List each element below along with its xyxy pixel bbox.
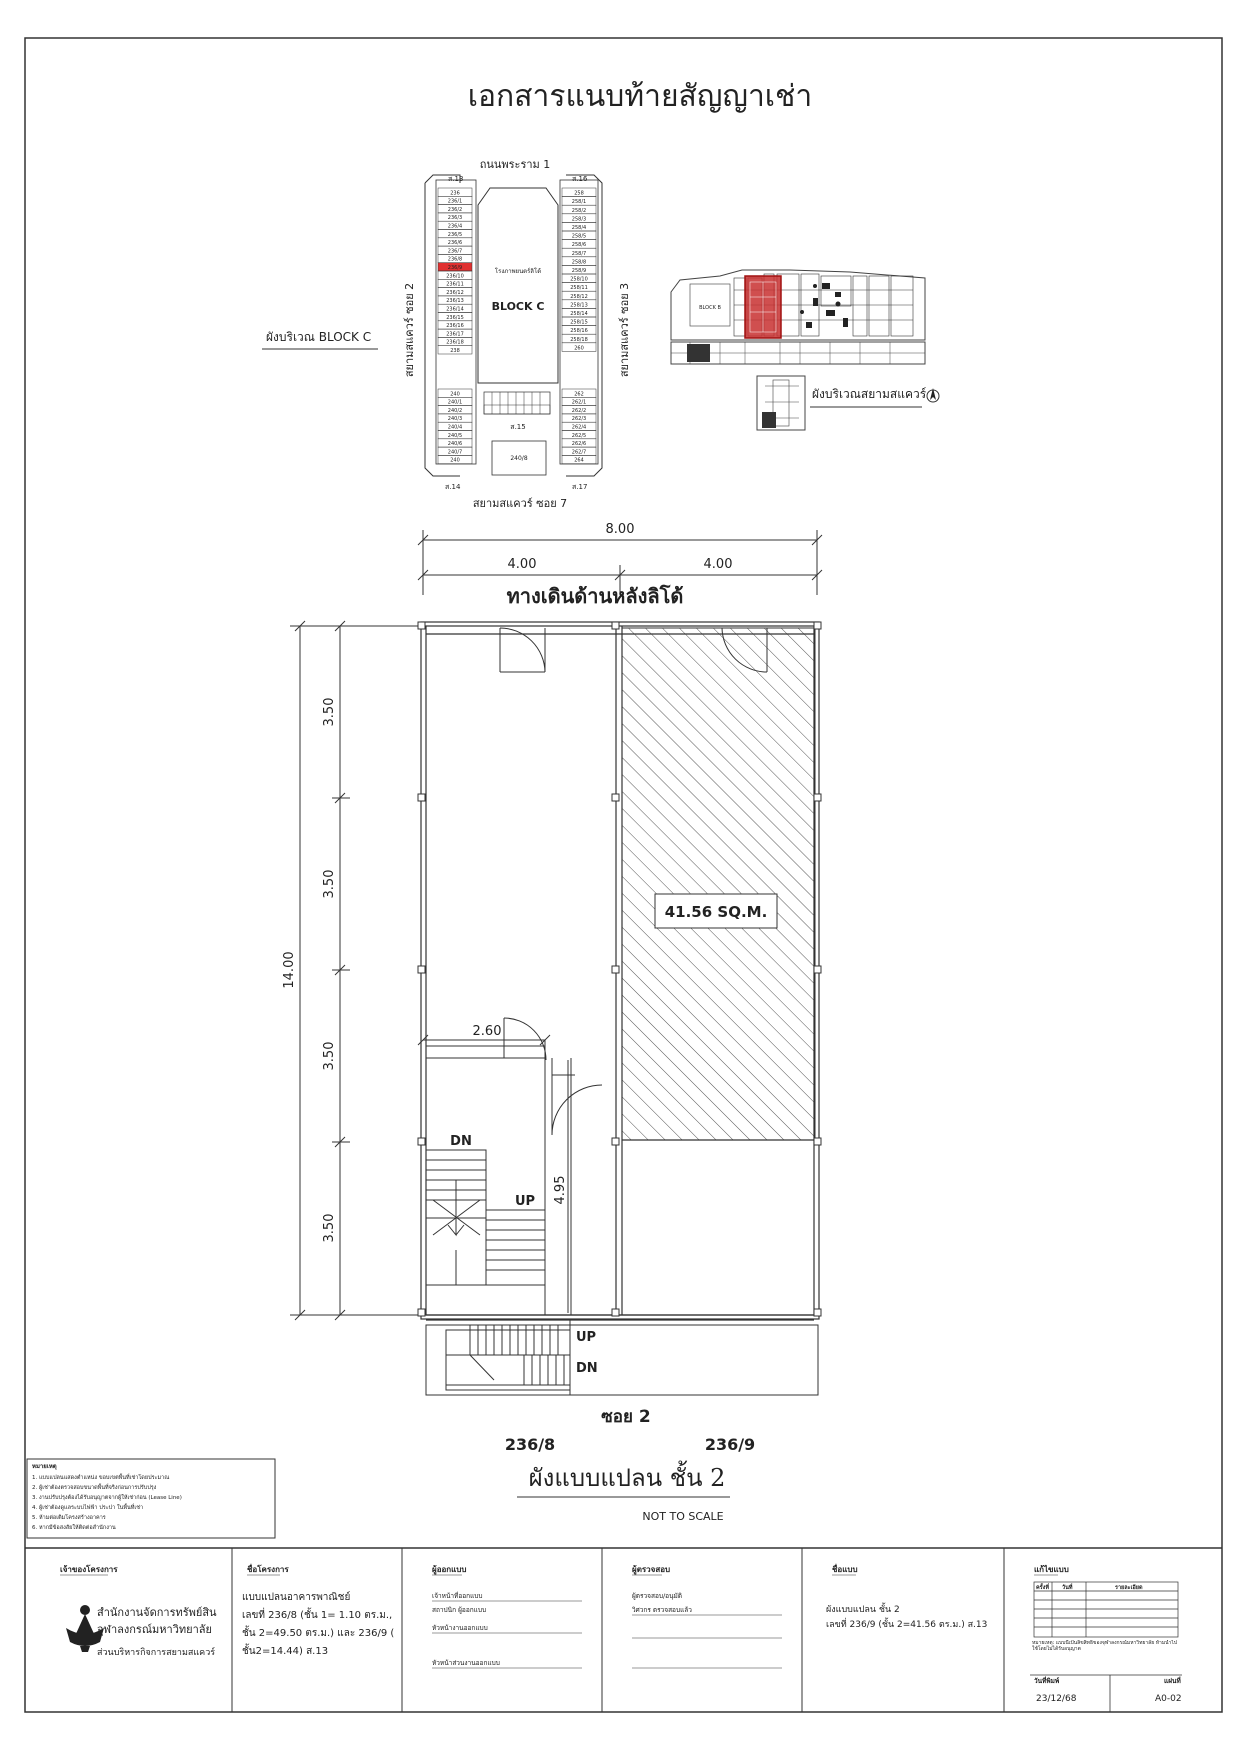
left-unit-label: 236/14 bbox=[446, 306, 464, 313]
left-unit-strip bbox=[438, 188, 472, 464]
right-unit-label: 258/6 bbox=[571, 242, 587, 249]
note-line-5: 5. ห้ามต่อเติมโครงสร้างอาคาร bbox=[32, 1515, 106, 1521]
center-building-label: โรงภาพยนตร์ลิโด้ bbox=[494, 268, 542, 275]
right-unit-label: 258/15 bbox=[570, 319, 588, 326]
area-plan-caption: ผังบริเวณสยามสแควร์ bbox=[812, 387, 927, 401]
left-unit-label: 240 bbox=[450, 391, 460, 398]
road-bottom-label: สยามสแควร์ ซอย 7 bbox=[472, 497, 568, 510]
note-line-3: 3. งานปรับปรุงต้องได้รับอนุญาตจากผู้ให้เช่าก่อน (Lease Line) bbox=[32, 1495, 182, 1501]
approver-line-2: วิศวกร ตรวจสอบแล้ว bbox=[632, 1606, 692, 1614]
floor-plan bbox=[282, 522, 822, 1523]
revision-col-1: ครั้งที่ bbox=[1036, 1585, 1049, 1591]
left-unit-label: 236/12 bbox=[446, 289, 464, 296]
left-unit-label: 236/10 bbox=[446, 273, 464, 280]
corner-tl-label: ส.13 bbox=[448, 175, 464, 183]
right-unit-label: 258 bbox=[574, 190, 584, 197]
left-unit-label: 236/9 bbox=[447, 265, 463, 271]
revision-heading: แก้ไขแบบ bbox=[1034, 1565, 1069, 1574]
owner-line-2: จุฬาลงกรณ์มหาวิทยาลัย bbox=[97, 1623, 212, 1636]
left-unit-label: 236/3 bbox=[447, 215, 463, 222]
block-b-label: BLOCK B bbox=[699, 305, 721, 311]
left-unit-label: 236/11 bbox=[446, 281, 464, 288]
right-unit-label: 260 bbox=[574, 345, 584, 352]
road-right-label: สยามสแควร์ ซอย 3 bbox=[618, 282, 631, 378]
left-unit-label: 236/13 bbox=[446, 298, 464, 305]
right-unit-label: 258/4 bbox=[571, 225, 587, 231]
dim-stair-depth: 4.95 bbox=[553, 1175, 568, 1205]
road-top-label: ถนนพระราม 1 bbox=[479, 158, 551, 171]
left-unit-label: 236/15 bbox=[446, 314, 464, 321]
left-unit-label: 240/1 bbox=[447, 399, 463, 406]
right-unit-label: 262/4 bbox=[571, 424, 587, 431]
designer-heading: ผู้ออกแบบ bbox=[432, 1565, 467, 1574]
note-line-4: 4. ผู้เช่าต้องดูแลระบบไฟฟ้า ประปา ในพื้นที่เช่า bbox=[32, 1505, 144, 1511]
left-unit-label: 236/17 bbox=[446, 331, 464, 338]
note-line-6: 6. หากมีข้อสงสัยให้ติดต่อสำนักงาน bbox=[32, 1525, 116, 1531]
dim-segment-4: 3.50 bbox=[322, 1213, 337, 1243]
right-unit-label: 262/7 bbox=[571, 449, 587, 456]
designer-line-1: เจ้าหน้าที่ออกแบบ bbox=[432, 1592, 483, 1600]
right-unit-label: 262/2 bbox=[571, 407, 587, 414]
project-line-2: เลขที่ 236/8 (ชั้น 1= 1.10 ตร.ม., bbox=[242, 1610, 393, 1621]
corner-bl-label: ส.14 bbox=[445, 483, 461, 491]
project-line-4: ชั้น2=14.44) ส.13 bbox=[242, 1646, 329, 1657]
sheet-no-value: A0-02 bbox=[1155, 1694, 1182, 1704]
right-unit-label: 262/5 bbox=[571, 432, 587, 439]
site-plan-caption: ผังบริเวณ BLOCK C bbox=[266, 330, 372, 344]
left-unit-label: 240/6 bbox=[447, 441, 463, 448]
left-unit-label: 236/7 bbox=[447, 248, 463, 255]
front-up-label: UP bbox=[576, 1330, 597, 1345]
dim-half-right: 4.00 bbox=[703, 557, 733, 572]
left-unit-label: 236/2 bbox=[447, 206, 463, 213]
corner-tr-label: ส.16 bbox=[572, 175, 588, 183]
left-unit-label: 240/2 bbox=[447, 407, 463, 414]
floor-plan-top-heading: ทางเดินด้านหลังลิโด้ bbox=[506, 584, 684, 608]
staircase-icon bbox=[426, 1150, 545, 1285]
dim-total-height: 14.00 bbox=[282, 951, 297, 989]
right-unit-label: 258/9 bbox=[571, 268, 587, 274]
area-label: 41.56 SQ.M. bbox=[664, 903, 768, 921]
right-unit-label: 258/16 bbox=[570, 328, 588, 335]
approver-line-1: ผู้ตรวจสอบ/อนุมัติ bbox=[632, 1592, 683, 1600]
right-unit-label: 258/18 bbox=[570, 336, 588, 343]
dim-segment-2: 3.50 bbox=[322, 869, 337, 899]
plan-title: ผังแบบแปลน ชั้น 2 bbox=[528, 1464, 726, 1492]
unit-left-label: 236/8 bbox=[504, 1435, 556, 1454]
road-left-label: สยามสแควร์ ซอย 2 bbox=[403, 282, 416, 378]
dim-segment-3: 3.50 bbox=[322, 1041, 337, 1071]
unit-right-label: 236/9 bbox=[704, 1435, 756, 1454]
right-unit-label: 258/14 bbox=[570, 311, 588, 317]
sheet-line-2: เลขที่ 236/9 (ชั้น 2=41.56 ตร.ม.) ส.13 bbox=[826, 1620, 988, 1630]
notes-heading: หมายเหตุ bbox=[32, 1463, 57, 1470]
right-unit-label: 262 bbox=[574, 391, 584, 398]
stair-dn-label: DN bbox=[450, 1134, 472, 1149]
project-heading: ชื่อโครงการ bbox=[247, 1565, 289, 1574]
left-unit-label: 236/18 bbox=[446, 339, 464, 346]
dim-stair-width: 2.60 bbox=[472, 1024, 502, 1039]
site-plan-block-c bbox=[262, 158, 631, 510]
right-unit-label: 262/6 bbox=[571, 441, 587, 448]
left-unit-label: 236/1 bbox=[447, 198, 463, 205]
right-unit-label: 258/13 bbox=[570, 302, 588, 309]
left-unit-label: 238 bbox=[450, 348, 460, 354]
left-unit-label: 236/4 bbox=[447, 223, 463, 230]
print-date-label: วันที่พิมพ์ bbox=[1034, 1677, 1060, 1685]
left-unit-label: 236/8 bbox=[447, 256, 463, 263]
left-unit-label: 240 bbox=[450, 457, 460, 464]
center-bottom-box-label: 240/8 bbox=[510, 455, 528, 462]
leased-area-hatch bbox=[622, 628, 815, 1140]
designer-line-3: หัวหน้างานออกแบบ bbox=[432, 1624, 488, 1632]
notes-box bbox=[27, 1459, 275, 1538]
sheet-no-label: แผ่นที่ bbox=[1164, 1677, 1181, 1685]
revision-note: หมายเหตุ: แบบนี้เป็นลิขสิทธิ์ของจุฬาลงกรณ์มหาวิทยาลัย ห้ามนำไปใช้โดยไม่ได้รับอนุญาต bbox=[1032, 1640, 1178, 1652]
dim-segment-1: 3.50 bbox=[322, 697, 337, 727]
owner-line-3: ส่วนบริหารกิจการสยามสแควร์ bbox=[97, 1648, 216, 1658]
sheet-heading: ชื่อแบบ bbox=[832, 1565, 858, 1574]
title-block bbox=[25, 1548, 1222, 1712]
sheet-line-1: ผังแบบแปลน ชั้น 2 bbox=[826, 1605, 900, 1615]
project-line-3: ชั้น 2=49.50 ตร.ม.) และ 236/9 ( bbox=[242, 1628, 395, 1639]
print-date-value: 23/12/68 bbox=[1036, 1694, 1077, 1704]
bottom-shop-row bbox=[484, 392, 550, 414]
left-unit-label: 240/7 bbox=[447, 449, 463, 456]
left-unit-label: 236/5 bbox=[447, 231, 463, 238]
stair-up-label: UP bbox=[514, 1194, 536, 1209]
designer-line-4: หัวหน้าส่วนงานออกแบบ bbox=[432, 1659, 500, 1667]
right-unit-label: 258/3 bbox=[571, 216, 587, 223]
corner-br-label: ส.17 bbox=[572, 483, 588, 491]
right-unit-label: 258/11 bbox=[570, 285, 588, 292]
project-line-1: แบบแปลนอาคารพาณิชย์ bbox=[242, 1592, 351, 1603]
right-unit-label: 258/5 bbox=[571, 233, 587, 240]
right-unit-label: 258/12 bbox=[570, 293, 588, 300]
left-unit-label: 240/5 bbox=[447, 432, 463, 439]
block-c-label: BLOCK C bbox=[491, 300, 545, 313]
north-arrow-icon bbox=[927, 388, 939, 402]
right-unit-label: 262/3 bbox=[571, 416, 587, 423]
revision-col-2: วันที่ bbox=[1062, 1585, 1073, 1591]
dim-half-left: 4.00 bbox=[507, 557, 537, 572]
dim-total-width: 8.00 bbox=[605, 522, 635, 537]
right-unit-label: 258/10 bbox=[570, 276, 588, 283]
scale-note: NOT TO SCALE bbox=[642, 1510, 724, 1523]
area-plan bbox=[671, 270, 939, 430]
right-unit-label: 258/2 bbox=[571, 207, 587, 214]
right-unit-label: 264 bbox=[574, 457, 584, 464]
note-line-1: 1. แบบแปลนแสดงตำแหน่ง ขอบเขตพื้นที่เช่าโดยประมาณ bbox=[32, 1475, 170, 1481]
bottom-mid-label: ส.15 bbox=[510, 423, 526, 431]
right-unit-label: 258/7 bbox=[571, 250, 587, 257]
revision-col-3: รายละเอียด bbox=[1115, 1585, 1143, 1591]
left-unit-label: 236/16 bbox=[446, 323, 464, 330]
owner-heading: เจ้าของโครงการ bbox=[60, 1565, 118, 1574]
right-unit-strip bbox=[562, 188, 596, 464]
left-unit-label: 236/6 bbox=[447, 240, 463, 247]
document-title: เอกสารแนบท้ายสัญญาเช่า bbox=[467, 79, 813, 114]
left-unit-label: 236 bbox=[450, 190, 460, 197]
note-line-2: 2. ผู้เช่าต้องตรวจสอบขนาดพื้นที่จริงก่อนการปรับปรุง bbox=[32, 1485, 157, 1491]
left-unit-label: 240/4 bbox=[447, 424, 463, 431]
approver-heading: ผู้ตรวจสอบ bbox=[632, 1565, 671, 1574]
left-unit-label: 240/3 bbox=[447, 416, 463, 423]
owner-line-1: สำนักงานจัดการทรัพย์สิน bbox=[97, 1606, 217, 1619]
right-unit-label: 262/1 bbox=[571, 399, 587, 406]
front-dn-label: DN bbox=[576, 1361, 598, 1376]
right-unit-label: 258/1 bbox=[571, 199, 587, 206]
right-unit-label: 258/8 bbox=[571, 259, 587, 266]
street-label: ซอย 2 bbox=[601, 1407, 651, 1427]
designer-line-2: สถาปนิก ผู้ออกแบบ bbox=[432, 1606, 487, 1614]
